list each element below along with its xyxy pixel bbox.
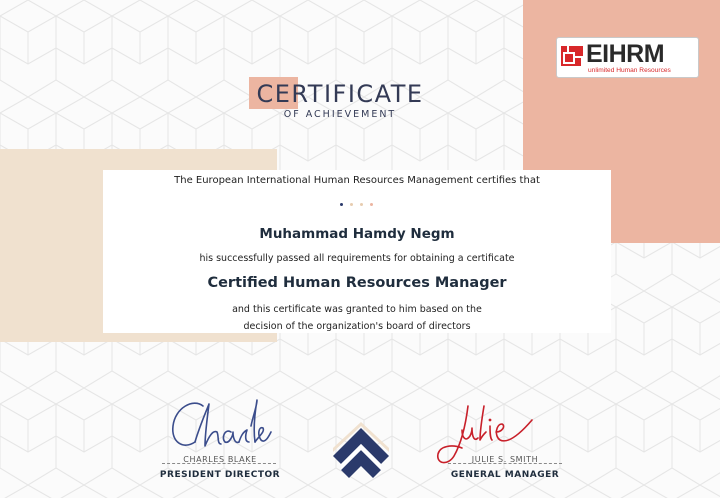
right-signatory-name: JULIE S. SMITH <box>471 455 539 464</box>
granted-text-line-2: decision of the organization's board of directors <box>243 321 471 332</box>
certificate-title: CERTIFICATE <box>256 80 424 108</box>
passed-text: his successfully passed all requirements for obtaining a certificate <box>199 253 515 264</box>
dot-navy <box>340 203 343 206</box>
logo-wordmark: EIHRM <box>586 40 665 68</box>
recipient-name: Muhammad Hamdy Negm <box>259 226 455 242</box>
left-signatory-title: PRESIDENT DIRECTOR <box>159 470 281 480</box>
left-signatory-name: CHARLES BLAKE <box>183 455 257 464</box>
intro-text: The European International Human Resources Management certifies that <box>174 175 540 186</box>
logo-tagline: unlimited Human Resources <box>588 67 671 74</box>
dot-peach <box>370 203 373 206</box>
eihrm-logo-icon <box>561 44 583 66</box>
certificate-subtitle: OF ACHIEVEMENT <box>283 109 397 120</box>
dot-beige-2 <box>360 203 363 206</box>
dot-beige <box>350 203 353 206</box>
right-signatory-title: GENERAL MANAGER <box>450 470 560 480</box>
eihrm-logo <box>556 37 699 78</box>
granted-text-line-1: and this certificate was granted to him based on the <box>232 304 482 315</box>
chevron-emblem-icon <box>333 422 389 480</box>
decorative-dots <box>340 203 376 207</box>
certification-name: Certified Human Resources Manager <box>207 275 507 291</box>
signature-charles-image <box>165 396 275 458</box>
